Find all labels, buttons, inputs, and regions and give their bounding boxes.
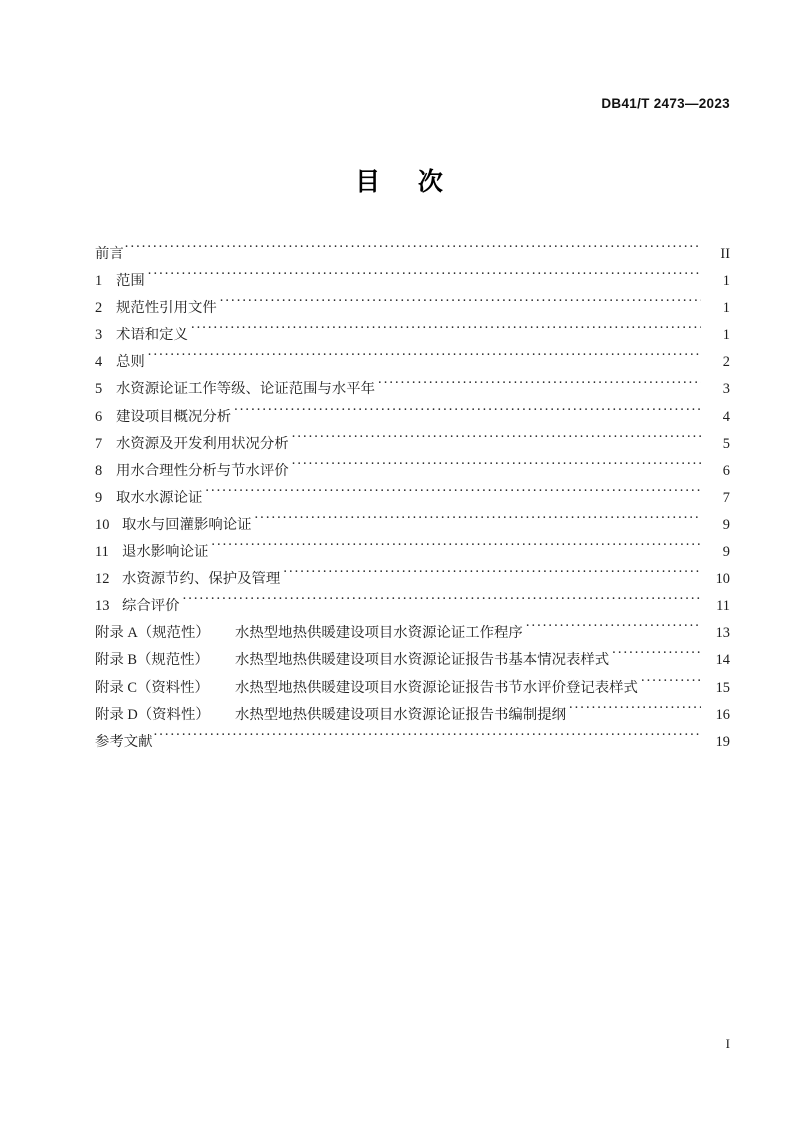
toc-entry[interactable]	[95, 675, 730, 702]
toc-entry-number: 4	[95, 354, 103, 371]
toc-entry-title: 水资源论证工作等级、论证范围与水平年	[116, 381, 376, 398]
toc-entry-number: 2	[95, 300, 103, 317]
toc-entry-page-number: 7	[722, 489, 730, 506]
toc-entry-title: 退水影响论证	[122, 544, 209, 561]
toc-entry-title: 规范性引用文件	[116, 300, 217, 317]
toc-entry[interactable]	[95, 376, 730, 403]
toc-entry-page-number: 14	[715, 652, 730, 669]
toc-entry[interactable]	[95, 566, 730, 593]
toc-entry-number: 9	[95, 489, 103, 506]
dot-leader	[183, 596, 701, 610]
dot-leader	[292, 433, 701, 447]
page-folio: I	[725, 1036, 730, 1051]
dot-leader	[283, 569, 701, 583]
toc-entry-number: 1	[95, 273, 103, 290]
toc-entry-page-number: 19	[715, 733, 730, 750]
toc-entry-number: 7	[95, 435, 103, 452]
toc-entry[interactable]	[95, 268, 730, 295]
toc-entry-label: 附录 D（资料性）	[95, 706, 210, 723]
dot-leader	[569, 704, 701, 718]
dot-leader	[526, 623, 701, 637]
toc-entry-title: 水热型地热供暖建设项目水资源论证报告书基本情况表样式	[235, 652, 610, 669]
dot-leader	[154, 731, 701, 745]
toc-entry-title: 综合评价	[122, 598, 180, 615]
toc-entry-label: 附录 C（资料性）	[95, 679, 209, 696]
toc-entry-title: 建设项目概况分析	[116, 408, 232, 425]
toc-entry-number: 10	[95, 516, 110, 533]
standard-code-header: DB41/T 2473—2023	[601, 96, 730, 111]
toc-entry-title: 水资源节约、保护及管理	[122, 571, 281, 588]
page-title: 目 次	[355, 168, 445, 196]
toc-entry-number: 5	[95, 381, 103, 398]
toc-entry-page-number: 1	[722, 273, 730, 290]
dot-leader	[205, 487, 701, 501]
dot-leader	[292, 460, 701, 474]
toc-entry-title: 水热型地热供暖建设项目水资源论证报告书节水评价登记表样式	[235, 679, 638, 696]
dot-leader	[220, 298, 701, 312]
toc-entry-number: 11	[95, 544, 109, 561]
dot-leader	[148, 352, 701, 366]
dot-leader	[255, 515, 701, 529]
toc-entry-number: 12	[95, 571, 110, 588]
toc-entry-number: 6	[95, 408, 103, 425]
toc-entry-page-number: 4	[722, 408, 730, 425]
toc-entry[interactable]	[95, 322, 730, 349]
toc-entry[interactable]	[95, 512, 730, 539]
toc-entry-number: 3	[95, 327, 103, 344]
dot-leader	[125, 244, 701, 258]
toc-entry-page-number: 6	[722, 462, 730, 479]
toc-entry-title: 用水合理性分析与节水评价	[116, 462, 289, 479]
toc-entry-title: 范围	[116, 273, 145, 290]
toc-entry-title: 总则	[116, 354, 145, 371]
toc-entry[interactable]	[95, 404, 730, 431]
toc-entry-page-number: 9	[722, 516, 730, 533]
toc-entry-number: 8	[95, 462, 103, 479]
toc-entry-page-number: 2	[722, 354, 730, 371]
toc-entry[interactable]	[95, 593, 730, 620]
toc-entry[interactable]	[95, 702, 730, 729]
toc-entry[interactable]	[95, 620, 730, 647]
toc-entry[interactable]	[95, 458, 730, 485]
toc-entry-page-number: 1	[722, 327, 730, 344]
toc-entry-page-number: 16	[715, 706, 730, 723]
table-of-contents	[95, 241, 730, 756]
toc-entry-title: 水热型地热供暖建设项目水资源论证工作程序	[235, 625, 523, 642]
toc-entry-label: 参考文献	[95, 733, 153, 750]
toc-entry-page-number: 1	[722, 300, 730, 317]
dot-leader	[148, 271, 701, 285]
toc-entry-title: 术语和定义	[116, 327, 188, 344]
dot-leader	[612, 650, 701, 664]
toc-entry-page-number: 13	[715, 625, 730, 642]
toc-entry-title: 水热型地热供暖建设项目水资源论证报告书编制提纲	[235, 706, 566, 723]
toc-entry-number: 13	[95, 598, 110, 615]
toc-entry-page-number: 3	[722, 381, 730, 398]
toc-entry-title: 水资源及开发利用状况分析	[116, 435, 289, 452]
dot-leader	[211, 542, 701, 556]
dot-leader	[234, 406, 701, 420]
toc-entry[interactable]	[95, 295, 730, 322]
toc-entry-page-number: 9	[722, 544, 730, 561]
toc-entry[interactable]	[95, 729, 730, 756]
toc-entry-label: 附录 B（规范性）	[95, 652, 209, 669]
dot-leader	[378, 379, 701, 393]
toc-entry-title: 取水水源论证	[116, 489, 203, 506]
toc-entry-page-number: II	[720, 246, 730, 262]
dot-leader	[641, 677, 701, 691]
toc-entry-page-number: 10	[715, 571, 730, 588]
toc-entry[interactable]	[95, 431, 730, 458]
toc-entry[interactable]	[95, 241, 730, 268]
toc-entry[interactable]	[95, 349, 730, 376]
toc-entry-page-number: 11	[716, 598, 730, 615]
toc-entry-title: 取水与回灌影响论证	[122, 516, 252, 533]
toc-entry-label: 附录 A（规范性）	[95, 625, 210, 642]
toc-entry[interactable]	[95, 647, 730, 674]
toc-entry-page-number: 5	[722, 435, 730, 452]
toc-entry[interactable]	[95, 485, 730, 512]
toc-entry-label: 前言	[95, 246, 124, 262]
toc-entry[interactable]	[95, 539, 730, 566]
toc-entry-page-number: 15	[715, 679, 730, 696]
dot-leader	[191, 325, 701, 339]
